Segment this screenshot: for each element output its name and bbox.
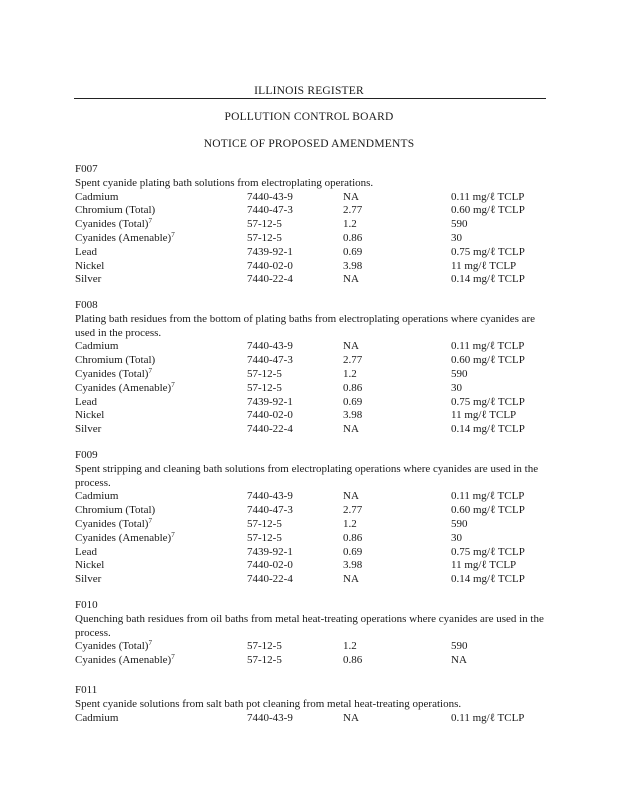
waste-description: Spent cyanide plating bath solutions from electroplating operations.	[75, 176, 374, 189]
constituent-row	[75, 260, 545, 274]
constituent-name-cell	[75, 232, 175, 246]
constituent-name-cell	[75, 273, 101, 287]
header-rule	[74, 98, 546, 99]
constituent-row	[75, 396, 545, 410]
constituent-row	[75, 654, 545, 668]
wastewater-standard: NA	[343, 273, 359, 286]
footnote-marker: 7	[148, 639, 152, 648]
constituent-name-cell	[75, 396, 97, 410]
constituent-name: Cyanides (Amenable)	[75, 654, 172, 667]
nonwastewater-standard: 0.14 mg/ℓ TCLP	[451, 423, 525, 436]
waste-section-f008	[75, 299, 545, 437]
constituent-row	[75, 640, 545, 654]
waste-section-f007	[75, 163, 545, 287]
cas-number: 7439-92-1	[247, 395, 293, 408]
constituent-name-cell	[75, 518, 152, 532]
constituent-row	[75, 409, 545, 423]
notice-title: NOTICE OF PROPOSED AMENDMENTS	[203, 138, 415, 150]
wastewater-standard: 0.86	[343, 231, 363, 244]
footnote-marker: 7	[171, 653, 175, 662]
waste-code: F010	[75, 599, 98, 611]
cas-number: 7440-43-9	[247, 490, 293, 503]
wastewater-standard: NA	[343, 190, 359, 203]
cas-number: 7440-47-3	[247, 354, 293, 367]
constituent-row	[75, 340, 545, 354]
nonwastewater-standard: 0.75 mg/ℓ TCLP	[451, 245, 525, 258]
wastewater-standard: NA	[343, 340, 359, 353]
footnote-marker: 7	[148, 217, 152, 226]
nonwastewater-standard: 0.60 mg/ℓ TCLP	[451, 204, 525, 217]
constituent-table	[75, 340, 545, 437]
waste-code: F008	[75, 299, 98, 311]
wastewater-standard: NA	[343, 573, 359, 586]
wastewater-standard: 1.2	[343, 218, 357, 231]
nonwastewater-standard: 11 mg/ℓ TCLP	[451, 409, 517, 422]
nonwastewater-standard: 0.11 mg/ℓ TCLP	[451, 340, 525, 353]
nonwastewater-standard: 0.60 mg/ℓ TCLP	[451, 354, 525, 367]
cas-number: 7440-47-3	[247, 204, 293, 217]
constituent-name-cell	[75, 712, 118, 726]
cas-number: 57-12-5	[247, 531, 282, 544]
constituent-name-cell	[75, 504, 155, 518]
constituent-name: Cyanides (Total)	[75, 517, 149, 530]
constituent-name-cell	[75, 218, 152, 232]
cas-number: 7439-92-1	[247, 545, 293, 558]
constituent-name: Lead	[75, 395, 97, 408]
wastewater-standard: 0.69	[343, 245, 363, 258]
waste-code: F011	[75, 684, 98, 696]
cas-number: 57-12-5	[247, 381, 282, 394]
footnote-marker: 7	[171, 230, 175, 239]
constituent-name-cell	[75, 546, 97, 560]
nonwastewater-standard: NA	[451, 654, 467, 667]
waste-section-f011	[75, 684, 545, 725]
constituent-table	[75, 191, 545, 288]
wastewater-standard: 3.98	[343, 559, 363, 572]
wastewater-standard: 2.77	[343, 204, 363, 217]
constituent-name-cell	[75, 654, 175, 668]
constituent-name: Silver	[75, 273, 102, 286]
constituent-name: Cyanides (Total)	[75, 218, 149, 231]
cas-number: 7440-02-0	[247, 559, 293, 572]
wastewater-standard: 1.2	[343, 640, 357, 653]
nonwastewater-standard: 590	[451, 640, 468, 653]
nonwastewater-standard: 0.60 mg/ℓ TCLP	[451, 504, 525, 517]
waste-description: Quenching bath residues from oil baths from metal heat-treating operations where cyanides are used in the process.	[75, 612, 544, 639]
wastewater-standard: 0.69	[343, 395, 363, 408]
cas-number: 57-12-5	[247, 367, 282, 380]
cas-number: 57-12-5	[247, 231, 282, 244]
wastewater-standard: 0.69	[343, 545, 363, 558]
constituent-name-cell	[75, 204, 155, 218]
nonwastewater-standard: 0.75 mg/ℓ TCLP	[451, 395, 525, 408]
constituent-name: Cadmium	[75, 490, 119, 503]
footnote-marker: 7	[148, 516, 152, 525]
constituent-row	[75, 232, 545, 246]
wastewater-standard: 0.86	[343, 531, 363, 544]
wastewater-standard: 2.77	[343, 504, 363, 517]
wastewater-standard: 1.2	[343, 517, 357, 530]
wastewater-standard: 3.98	[343, 259, 363, 272]
constituent-name-cell	[75, 368, 152, 382]
constituent-row	[75, 490, 545, 504]
constituent-name-cell	[75, 260, 104, 274]
cas-number: 7440-22-4	[247, 273, 293, 286]
constituent-name: Lead	[75, 245, 97, 258]
waste-description: Spent cyanide solutions from salt bath pot cleaning from metal heat-treating operations.	[75, 697, 462, 710]
nonwastewater-standard: 0.11 mg/ℓ TCLP	[451, 190, 525, 203]
constituent-row	[75, 546, 545, 560]
cas-number: 7440-22-4	[247, 573, 293, 586]
nonwastewater-standard: 0.14 mg/ℓ TCLP	[451, 573, 525, 586]
wastewater-standard: 3.98	[343, 409, 363, 422]
constituent-name: Nickel	[75, 409, 105, 422]
nonwastewater-standard: 0.11 mg/ℓ TCLP	[451, 711, 525, 724]
constituent-name-cell	[75, 382, 175, 396]
constituent-row	[75, 573, 545, 587]
nonwastewater-standard: 11 mg/ℓ TCLP	[451, 559, 517, 572]
wastewater-standard: 1.2	[343, 367, 357, 380]
waste-section-f009	[75, 449, 545, 587]
nonwastewater-standard: 11 mg/ℓ TCLP	[451, 259, 517, 272]
constituent-name-cell	[75, 640, 152, 654]
constituent-name: Chromium (Total)	[75, 504, 156, 517]
nonwastewater-standard: 30	[451, 531, 462, 544]
constituent-name: Silver	[75, 573, 102, 586]
constituent-row	[75, 559, 545, 573]
board-name: POLLUTION CONTROL BOARD	[224, 111, 394, 123]
nonwastewater-standard: 30	[451, 381, 462, 394]
wastewater-standard: NA	[343, 711, 359, 724]
constituent-table	[75, 490, 545, 587]
constituent-row	[75, 246, 545, 260]
constituent-name: Cyanides (Amenable)	[75, 231, 172, 244]
footnote-marker: 7	[171, 380, 175, 389]
constituent-row	[75, 532, 545, 546]
constituent-name-cell	[75, 559, 104, 573]
wastewater-standard: NA	[343, 490, 359, 503]
cas-number: 7440-22-4	[247, 423, 293, 436]
nonwastewater-standard: 590	[451, 517, 468, 530]
constituent-name: Lead	[75, 545, 97, 558]
constituent-row	[75, 382, 545, 396]
cas-number: 7440-43-9	[247, 340, 293, 353]
cas-number: 7440-43-9	[247, 190, 293, 203]
constituent-name-cell	[75, 354, 155, 368]
constituent-name: Cyanides (Amenable)	[75, 381, 172, 394]
constituent-name: Nickel	[75, 559, 105, 572]
constituent-name: Chromium (Total)	[75, 354, 156, 367]
constituent-table	[75, 712, 545, 726]
waste-description: Plating bath residues from the bottom of plating baths from electroplating operations where cyanides are used in the process.	[75, 312, 536, 339]
nonwastewater-standard: 590	[451, 218, 468, 231]
constituent-name: Cyanides (Total)	[75, 640, 149, 653]
waste-code: F007	[75, 163, 98, 175]
waste-section-f010	[75, 599, 545, 668]
cas-number: 7439-92-1	[247, 245, 293, 258]
cas-number: 7440-02-0	[247, 409, 293, 422]
constituent-name: Cyanides (Amenable)	[75, 531, 172, 544]
cas-number: 7440-43-9	[247, 711, 293, 724]
constituent-name-cell	[75, 246, 97, 260]
constituent-name: Cadmium	[75, 190, 119, 203]
constituent-row	[75, 518, 545, 532]
constituent-name-cell	[75, 423, 101, 437]
constituent-row	[75, 273, 545, 287]
constituent-row	[75, 368, 545, 382]
constituent-row	[75, 423, 545, 437]
constituent-row	[75, 204, 545, 218]
constituent-row	[75, 354, 545, 368]
constituent-row	[75, 218, 545, 232]
constituent-name-cell	[75, 573, 101, 587]
nonwastewater-standard: 30	[451, 231, 462, 244]
cas-number: 57-12-5	[247, 654, 282, 667]
cas-number: 57-12-5	[247, 218, 282, 231]
cas-number: 57-12-5	[247, 517, 282, 530]
constituent-name-cell	[75, 340, 118, 354]
waste-code: F009	[75, 449, 98, 461]
constituent-name: Cyanides (Total)	[75, 367, 149, 380]
constituent-row	[75, 712, 545, 726]
constituent-name: Silver	[75, 423, 102, 436]
nonwastewater-standard: 590	[451, 367, 468, 380]
wastewater-standard: NA	[343, 423, 359, 436]
footnote-marker: 7	[171, 530, 175, 539]
constituent-row	[75, 504, 545, 518]
nonwastewater-standard: 0.11 mg/ℓ TCLP	[451, 490, 525, 503]
constituent-name-cell	[75, 409, 104, 423]
constituent-row	[75, 191, 545, 205]
constituent-name: Cadmium	[75, 340, 119, 353]
constituent-name-cell	[75, 191, 118, 205]
constituent-name: Nickel	[75, 259, 105, 272]
cas-number: 57-12-5	[247, 640, 282, 653]
wastewater-standard: 0.86	[343, 381, 363, 394]
footnote-marker: 7	[148, 366, 152, 375]
cas-number: 7440-02-0	[247, 259, 293, 272]
constituent-name: Chromium (Total)	[75, 204, 156, 217]
constituent-table	[75, 640, 545, 668]
constituent-name-cell	[75, 490, 118, 504]
nonwastewater-standard: 0.14 mg/ℓ TCLP	[451, 273, 525, 286]
constituent-name-cell	[75, 532, 175, 546]
waste-description: Spent stripping and cleaning bath solutions from electroplating operations where cyanides are used in the process.	[75, 462, 539, 489]
cas-number: 7440-47-3	[247, 504, 293, 517]
wastewater-standard: 0.86	[343, 654, 363, 667]
wastewater-standard: 2.77	[343, 354, 363, 367]
nonwastewater-standard: 0.75 mg/ℓ TCLP	[451, 545, 525, 558]
constituent-name: Cadmium	[75, 711, 119, 724]
register-header: ILLINOIS REGISTER	[254, 85, 364, 97]
